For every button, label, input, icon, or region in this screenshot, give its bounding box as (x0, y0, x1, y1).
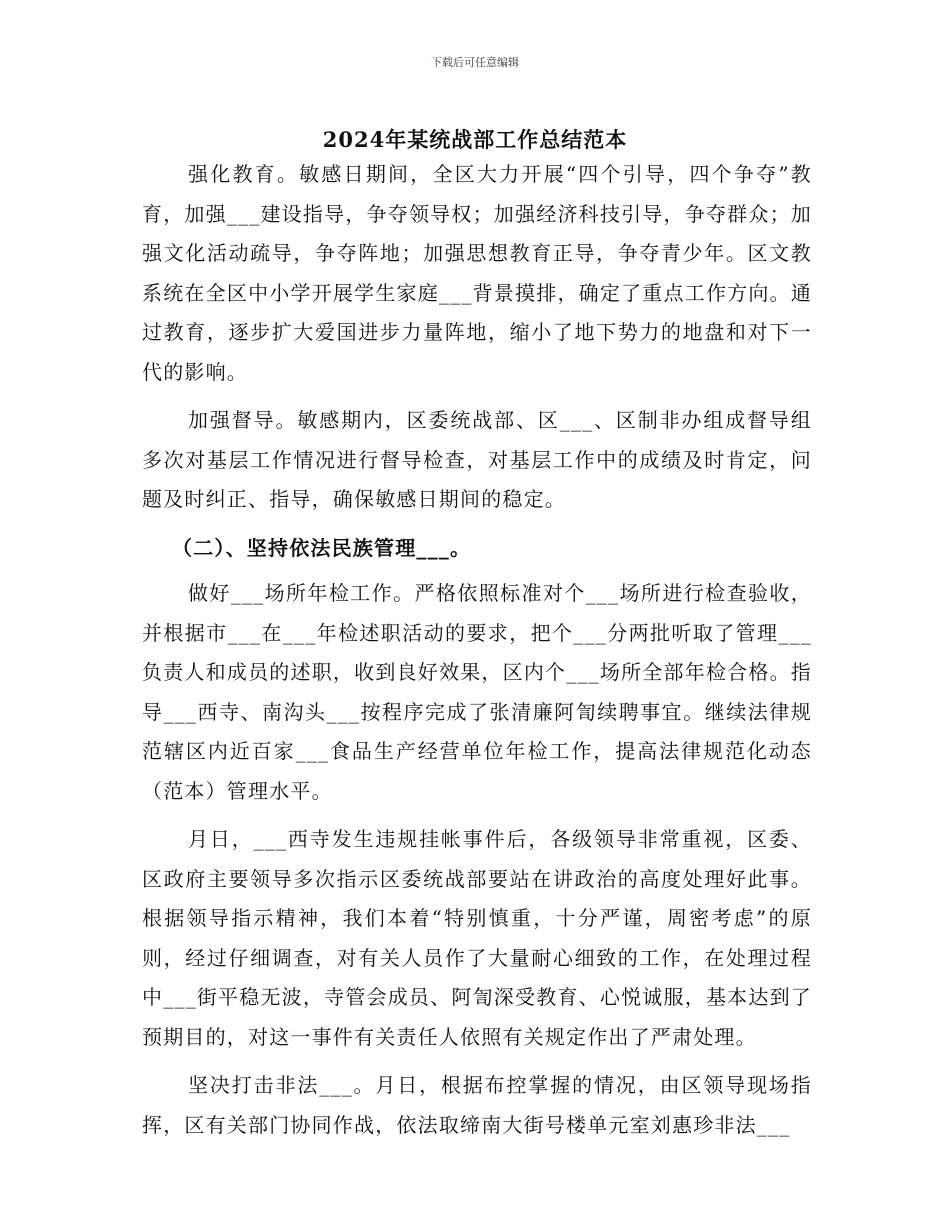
paragraph-strengthen-supervision: 加强督导。敏感期内，区委统战部、区___、区制非办组成督导组多次对基层工作情况进行督导检查，对基层工作中的成绩及时肯定，问题及时纠正、指导，确保敏感日期间的稳定。 (142, 408, 812, 511)
page-header-note: 下载后可任意编辑 (431, 56, 519, 69)
section-heading-2: （二）、坚持依法民族管理___。 (172, 535, 472, 560)
paragraph-incident-handling: 月日，___西寺发生违规挂帐事件后，各级领导非常重视，区委、区政府主要领导多次指示区委统战部要站在讲政治的高度处理好此事。根据领导指示精神，我们本着“特别慎重，十分严谨，周密考虑”的原则，经过仔细调查，对有关人员作了大量耐心细致的工作，在处理过程中___街平稳无波，寺管会成员、阿訇深受教育、心悦诚服，基本达到了预期目的，对这一事件有关责任人依照有关规定作出了严肃处理。 (142, 827, 812, 1049)
document-title: 2024年某统战部工作总结范本 (322, 127, 628, 152)
paragraph-strengthen-education: 强化教育。敏感日期间，全区大力开展“四个引导，四个争夺”教育，加强___建设指导，争夺领导权；加强经济科技引导，争夺群众；加强文化活动疏导，争夺阵地；加强思想教育正导，争夺青少年。区文教系统在全区中小学开展学生家庭___背景摸排，确定了重点工作方向。通过教育，逐步扩大爱国进步力量阵地，缩小了地下势力的地盘和对下一代的影响。 (142, 162, 812, 384)
document-body (142, 155, 812, 1154)
paragraph-crackdown: 坚决打击非法___。月日，根据布控掌握的情况，由区领导现场指挥，区有关部门协同作战，依法取缔南大街号楼单元室刘惠珍非法___ (142, 1073, 812, 1137)
paragraph-annual-inspection: 做好___场所年检工作。严格依照标准对个___场所进行检查验收，并根据市___在___年检述职活动的要求，把个___分两批听取了管理___负责人和成员的述职，收到良好效果，区内个___场所全部年检合格。指导___西寺、南沟头___按程序完成了张清廉阿訇续聘事宜。继续法律规范辖区内近百家___食品生产经营单位年检工作，提高法律规范化动态（范本）管理水平。 (142, 581, 812, 803)
